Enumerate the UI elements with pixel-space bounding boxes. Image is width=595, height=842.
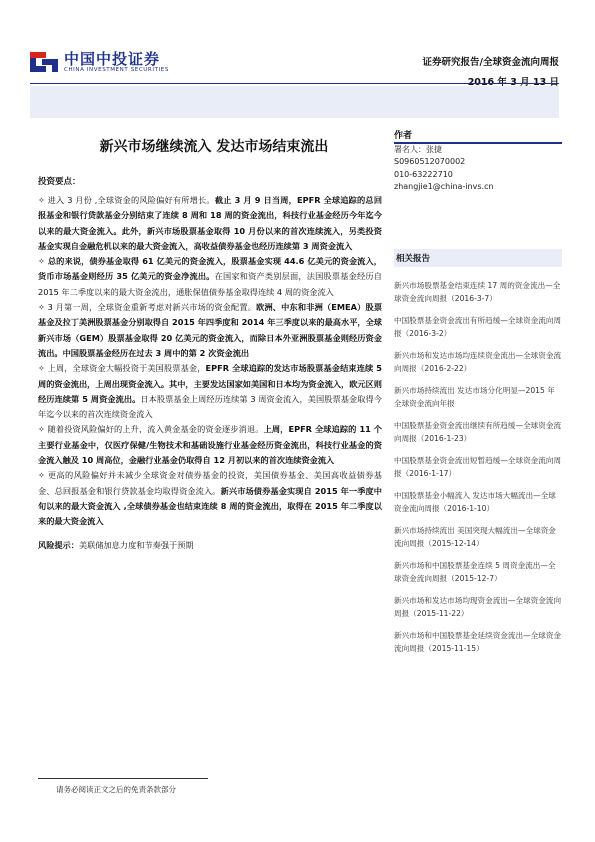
author-phone: 010-63222710 bbox=[394, 169, 453, 179]
bold-text: 上周，EPFR 全球追踪的 11 个主要行业基金中，仅医疗保健/生物技术和基础设施行业基金经历资金流出，科技行业基金的资金流入触及 10 周高位，金融行业基金仍取得自 12 月初以来的首次连续资金流入 bbox=[38, 424, 382, 466]
related-report-link[interactable]: 新兴市场股票基金结束连续 17 周的资金流出—全球资金流向周报（2016-3-7） bbox=[394, 280, 561, 303]
author-heading: 作者 bbox=[394, 128, 562, 144]
bold-text: 截止 3 月 9 日当周，EPFR 全球追踪的总回报基金和银行贷款基金分别结束了连续 8 周和 18 周的资金流出，科技行业基金经历今年迄今以来的最大资金流入。此外，新兴市场股票基金取得 10 月份以来的首次连续流入，另类投资基金实现自金融危机以来的最大资金流入，高收益债券基金也经历连续第 3 周资金流入 bbox=[38, 195, 383, 251]
related-report-link[interactable]: 中国股票基金资金流出继续有所趋缓—全球资金流向周报（2016-1-23） bbox=[394, 420, 562, 443]
summary-paragraph bbox=[38, 468, 382, 529]
related-report-link[interactable]: 新兴市场和中国股票基金连续 5 周资金流出—全球资金流向周报（2015-12-7） bbox=[394, 560, 556, 583]
related-report-link[interactable]: 中国股票基金资金流出有所趋缓—全球资金流向周报（2016-3-2） bbox=[394, 315, 562, 338]
disclaimer-note: 请务必阅读正文之后的免责条款部分 bbox=[56, 785, 176, 794]
author-name: 署名人：张捷 bbox=[394, 145, 442, 154]
body-text: 在国家和资产类别层面，法国股票基金经历自 2015 年二季度以来的最大资金流出，通胀保值债券基金取得连续 4 周的资金流入 bbox=[38, 271, 382, 297]
related-report-link[interactable]: 新兴市场和发达市场均现资金流出—全球资金流向周报（2015-11-22） bbox=[394, 595, 562, 618]
related-reports-heading: 相关报告 bbox=[394, 249, 562, 267]
sidebar bbox=[394, 128, 562, 655]
body-text: ✧ 上周，全球资金大幅投资于美国股票基金， bbox=[38, 363, 206, 374]
related-report-link[interactable]: 新兴市场持续流出 美国突现大幅流出—全球资金流向周报（2015-12-14） bbox=[394, 525, 556, 548]
risk-text: 美联储加息力度和节奏强于预期 bbox=[78, 539, 194, 550]
report-type: 证券研究报告/全球资金流向周报 bbox=[422, 57, 559, 68]
risk-warning bbox=[38, 540, 382, 551]
related-report-link[interactable]: 新兴市场和发达市场均连续资金流出—全球资金流向周报（2016-2-22） bbox=[394, 350, 562, 373]
company-name-cn: 中国中投证券 bbox=[64, 50, 161, 68]
bold-text: ✧ 总的来说，债券基金取得 61 亿美元的资金流入，股票基金实现 44.6 亿美元的资金流入，货币市场基金则经历 35 亿美元的资金净流出。 bbox=[38, 256, 382, 282]
summary-heading: 投资要点： bbox=[38, 177, 81, 187]
related-reports-list bbox=[394, 279, 562, 655]
body-text: ✧ 更高的风险偏好并未减少全球资金对债券基金的投资，美国债券基金、美国高收益债券基金、总回报基金和银行贷款基金均取得资金流入。 bbox=[38, 470, 382, 496]
body-text: ✧ 3 月第一周，全球资金重新考虑对新兴市场的资金配置。 bbox=[38, 302, 257, 313]
summary-paragraph bbox=[38, 254, 382, 300]
bold-text: EPFR 全球追踪的发达市场股票基金结束连续 5 周的资金流出，上周出现资金流入。其中，主要发达国家如美国和日本均为资金流入，欧元区则经历连续第 5 周资金流出。 bbox=[38, 363, 383, 404]
bold-text: 欧洲、中东和非洲（EMEA）股票基金及拉丁美洲股票基金分别取得自 2015 年四季度和 2014 年三季度以来的最高水平，全球新兴市场（GEM）股票基金取得 20 亿美元的资金流入，而除日本外亚洲股票基金则经历资金流出。中国股票基金经历在过去 3 周中的第 2 次资金流出 bbox=[38, 302, 383, 358]
body-text: 日本股票基金上周经历连续第 3 周资金流入，美国股票基金取得今年迄今以来的首次连续资金流入 bbox=[38, 393, 382, 420]
bold-text: 新兴市场债券基金实现自 2015 年一季度中旬以来的最大资金流入 ,全球债券基金也结束连续 8 周的资金流出，取得在 2015 年二季度以来的最大资金流入 bbox=[38, 485, 382, 527]
body-text: ✧ 随着投资风险偏好的上升，流入黄金基金的资金逐步消退。 bbox=[38, 424, 264, 435]
report-title: 新兴市场继续流入 发达市场结束流出 bbox=[99, 139, 329, 155]
company-logo bbox=[30, 48, 180, 78]
company-name-en: CHINA INVESTMENT SECURITIES bbox=[64, 67, 169, 73]
summary-paragraph bbox=[38, 193, 382, 254]
summary-paragraph bbox=[38, 300, 382, 361]
header-divider bbox=[30, 83, 559, 84]
risk-label: 风险提示： bbox=[38, 539, 79, 550]
related-report-link[interactable]: 新兴市场和中国股票基金延续资金流出—全球资金流向周报（2015-11-15） bbox=[394, 630, 562, 653]
author-license: S0960512070002 bbox=[394, 157, 466, 167]
summary-paragraph bbox=[38, 422, 382, 468]
summary-paragraph bbox=[38, 361, 382, 422]
body-text: ✧ 进入 3 月份 ,全球资金的风险偏好有所增长。 bbox=[38, 195, 215, 205]
footer-divider bbox=[38, 778, 208, 779]
related-report-link[interactable]: 新兴市场持续流出 发达市场分化明显—2015 年全球资金流向年报 bbox=[394, 385, 555, 408]
summary-paragraphs bbox=[38, 193, 382, 530]
related-report-link[interactable]: 中国股票基金资金流出短暂趋缓—全球资金流向周报（2016-1-17） bbox=[394, 455, 562, 478]
main-content bbox=[38, 175, 382, 551]
header-band bbox=[30, 86, 559, 118]
related-report-link[interactable]: 中国股票基金小幅流入 发达市场大幅流出—全球资金流向周报（2016-1-10） bbox=[394, 490, 556, 513]
author-email[interactable]: zhangjie1@china-invs.cn bbox=[394, 182, 494, 192]
company-logo-icon bbox=[30, 50, 58, 74]
